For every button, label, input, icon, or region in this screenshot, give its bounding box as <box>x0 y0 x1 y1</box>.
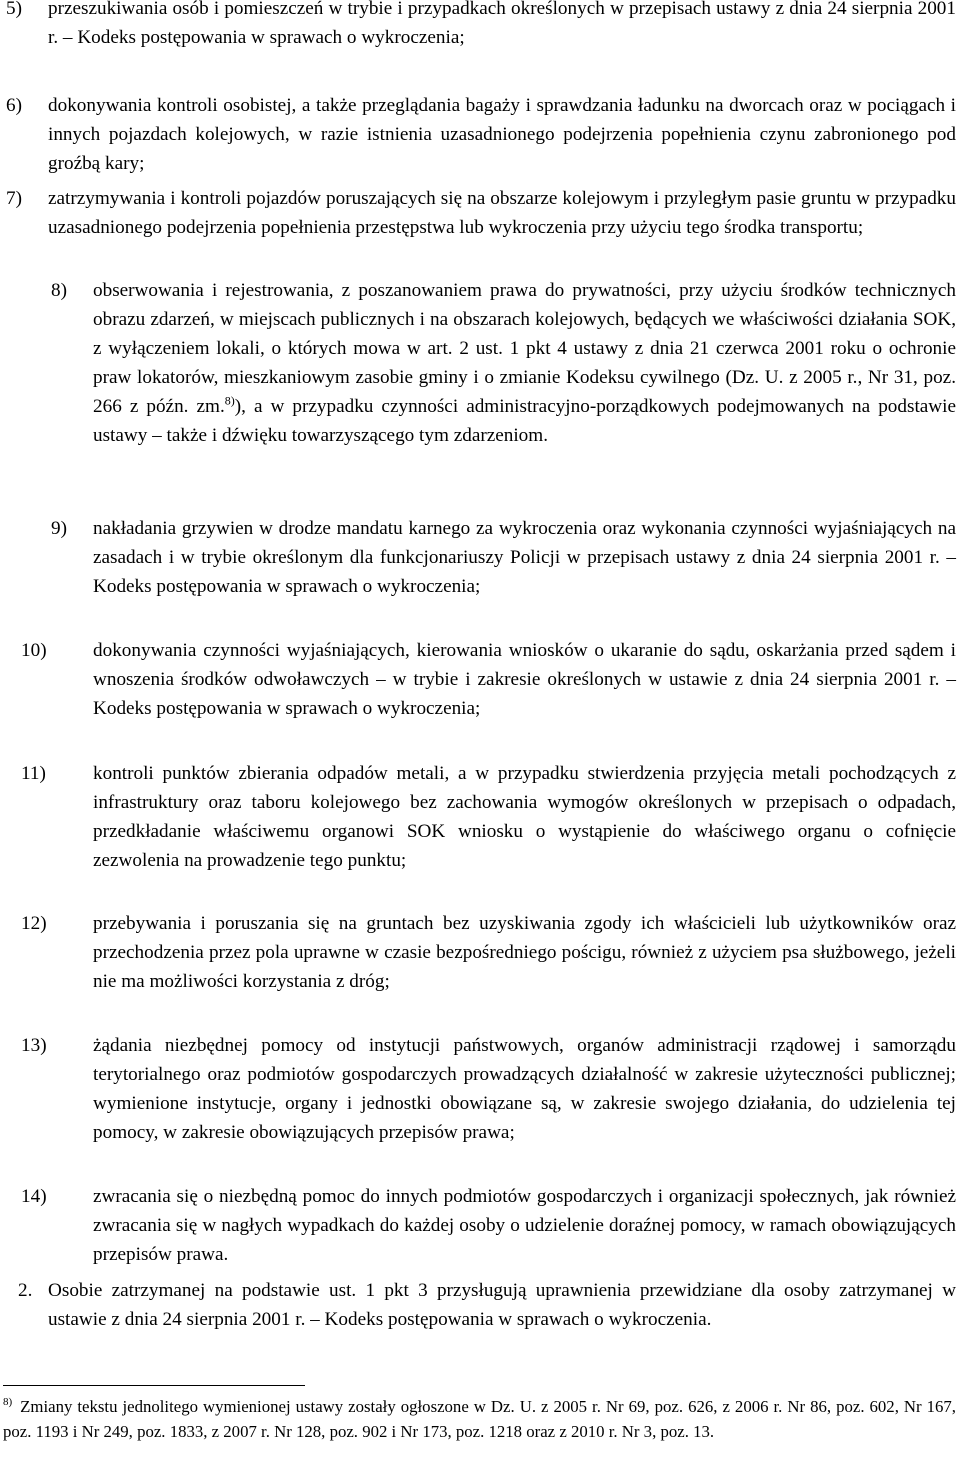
list-item-text: przeszukiwania osób i pomieszczeń w trybie i przypadkach określonych w przepisach ustawy z dnia 24 sierpnia 2001 r. – Kodeks postępowania w sprawach o wykroczenia; <box>48 0 956 48</box>
list-item-text: zwracania się o niezbędną pomoc do innych podmiotów gospodarczych i organizacji społecznych, jak również zwracania się w nagłych wypadkach do każdej osoby o udzielenie doraźnej pomocy, w ramach obowiązujących przepisów prawa. <box>93 1186 956 1265</box>
list-item-number: 6) <box>6 95 22 116</box>
footnote-text: Zmiany tekstu jednolitego wymienionej ustawy zostały ogłoszone w Dz. U. z 2005 r. Nr 69, poz. 626, z 2006 r. Nr 86, poz. 602, Nr 167, poz. 1193 i Nr 249, poz. 1833, z 2007 r. Nr 128, poz. 902 i Nr 173, poz. 1218 oraz z 2010 r. Nr 3, poz. 13. <box>3 1397 956 1441</box>
list-item-11 <box>21 759 956 875</box>
list-item-number: 7) <box>6 188 22 209</box>
list-item-number: 8) <box>51 280 67 301</box>
section-2 <box>18 1276 956 1334</box>
section-text: Osobie zatrzymanej na podstawie ust. 1 pkt 3 przysługują uprawnienia przewidziane dla osoby zatrzymanej w ustawie z dnia 24 sierpnia 2001 r. – Kodeks postępowania w sprawach o wykroczenia. <box>48 1280 956 1330</box>
list-item-number: 9) <box>51 518 67 539</box>
list-item-text: dokonywania czynności wyjaśniających, kierowania wniosków o ukaranie do sądu, oskarżania przed sądem i wnoszenia środków odwoławczych – w trybie i zakresie określonych w ustawie z dnia 24 sierpnia 2001 r. – Kodeks postępowania w sprawach o wykroczenia; <box>93 640 956 719</box>
footnote <box>3 1394 956 1444</box>
section-number: 2. <box>18 1280 33 1301</box>
list-item-text: przebywania i poruszania się na gruntach bez uzyskiwania zgody ich właścicieli lub użytkowników oraz przechodzenia przez pola uprawne w czasie bezpośredniego pościgu, również z użyciem psa służbowego, jeżeli nie ma możliwości korzystania z dróg; <box>93 913 956 992</box>
list-item-12 <box>21 909 956 996</box>
list-item-number: 14) <box>21 1186 47 1207</box>
list-item-text: obserwowania i rejestrowania, z poszanowaniem prawa do prywatności, przy użyciu środków technicznych obrazu zdarzeń, w miejscach publicznych i na obszarach kolejowych, będących we właściwości działania SOK, z wyłączeniem lokali, o których mowa w art. 2 ust. 1 pkt 4 ustawy z dnia 21 czerwca 2001 roku o ochronie praw lokatorów, mieszkaniowym zasobie gminy i o zmianie Kodeksu cywilnego (Dz. U. z 2005 r., Nr 31, poz. 266 z późn. zm.$^{8)}$), a w przypadku czynności administracyjno-porządkowych podejmowanych na podstawie ustawy – także i dźwięku towarzyszącego tym zdarzeniom. <box>93 280 956 446</box>
list-item-number: 11) <box>21 763 46 784</box>
list-item-number: 10) <box>21 640 47 661</box>
footnote-mark: 8) <box>3 1396 13 1409</box>
list-item-text: dokonywania kontroli osobistej, a także przeglądania bagaży i sprawdzania ładunku na dworcach oraz w pociągach i innych pojazdach kolejowych, w razie istnienia uzasadnionego podejrzenia popełnienia czynu zabronionego pod groźbą kary; <box>48 95 956 174</box>
footnote-reference: 8) <box>224 393 235 408</box>
list-item-7 <box>6 184 956 242</box>
list-item-number: 5) <box>6 0 22 19</box>
list-item-text: kontroli punktów zbierania odpadów metali, a w przypadku stwierdzenia przyjęcia metali pochodzących z infrastruktury oraz taboru kolejowego bez zachowania wymogów określonych w przepisach o odpadach, przedkładanie właściwemu organowi SOK wniosku o wystąpienie do właściwego organu o cofnięcie zezwolenia na prowadzenie tego punktu; <box>93 763 956 871</box>
list-item-14 <box>21 1182 956 1269</box>
list-item-text: nakładania grzywien w drodze mandatu karnego za wykroczenia oraz wykonania czynności wyjaśniających na zasadach i w trybie określonym dla funkcjonariuszy Policji w przepisach ustawy z dnia 24 sierpnia 2001 r. – Kodeks postępowania w sprawach o wykroczenia; <box>93 518 956 597</box>
list-item-number: 13) <box>21 1035 47 1056</box>
list-item-number: 12) <box>21 913 47 934</box>
footnote-separator <box>3 1385 305 1386</box>
list-item-text: zatrzymywania i kontroli pojazdów poruszających się na obszarze kolejowym i przyległym pasie gruntu w przypadku uzasadnionego podejrzenia popełnienia przestępstwa lub wykroczenia przy użyciu tego środka transportu; <box>48 188 956 238</box>
list-item-10 <box>21 636 956 723</box>
list-item-5 <box>6 0 956 52</box>
list-item-6 <box>6 91 956 178</box>
list-item-8 <box>51 276 956 450</box>
list-item-13 <box>21 1031 956 1147</box>
list-item-text: żądania niezbędnej pomocy od instytucji państwowych, organów administracji rządowej i samorządu terytorialnego oraz podmiotów gospodarczych prowadzących działalność w zakresie użyteczności publicznej; wymienione instytucje, organy i jednostki obowiązane są, w zakresie swojego działania, do udzielenia tej pomocy, w zakresie obowiązujących przepisów prawa; <box>93 1035 956 1143</box>
list-item-9 <box>51 514 956 601</box>
